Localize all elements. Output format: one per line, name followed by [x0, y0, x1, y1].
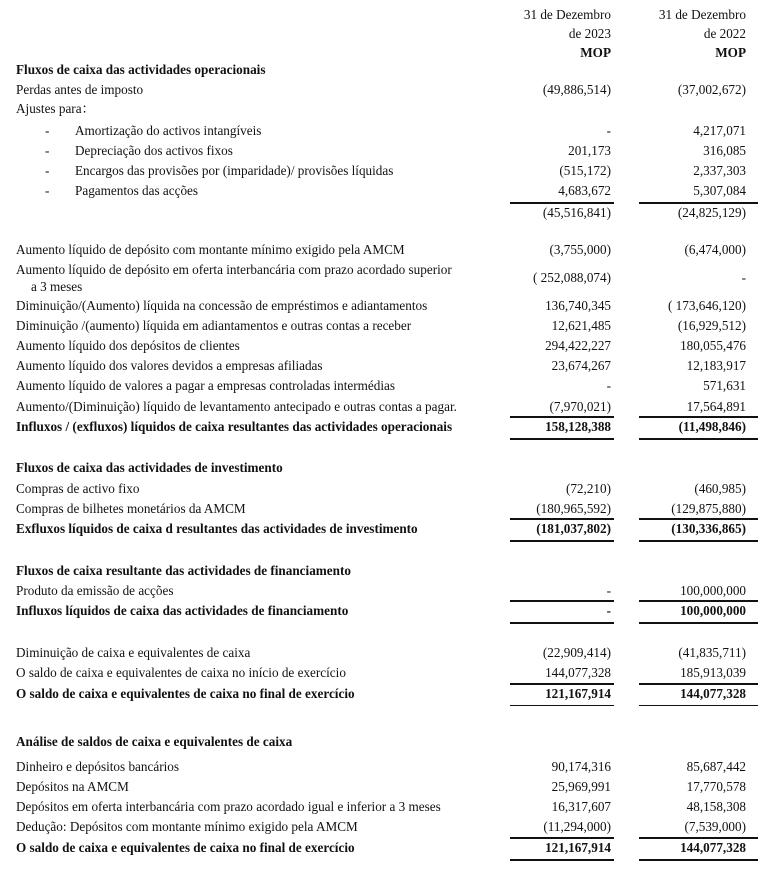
row-label: Dinheiro e depósitos bancários: [16, 759, 179, 774]
column-header-currency: MOP: [715, 45, 746, 60]
row-label: Diminuição de caixa e equivalentes de caixa: [16, 645, 251, 660]
subtotal-row: [0, 203, 765, 223]
value-2022: 100,000,000: [680, 583, 746, 598]
value-2022: (24,825,129): [677, 205, 746, 220]
value-2022: 5,307,084: [693, 183, 746, 198]
row-label: Influxos líquidos de caixa das actividades de financiamento: [16, 603, 349, 618]
row-label: Diminuição/(Aumento) líquida na concessão de empréstimos e adiantamentos: [16, 298, 428, 313]
table-row: [0, 316, 765, 336]
adjustments-label-row: [0, 99, 765, 119]
row-label: Influxos / (exfluxos) líquidos de caixa resultantes das actividades operacionais: [16, 419, 453, 434]
value-2022: 571,631: [703, 378, 746, 393]
value-2023: 4,683,672: [558, 183, 611, 198]
value-2023: (11,294,000): [543, 819, 611, 834]
value-2022: 48,158,308: [686, 799, 746, 814]
row-label: O saldo de caixa e equivalentes de caixa no início de exercício: [16, 665, 346, 680]
row-label: Aumento líquido de depósito em oferta interbancária com prazo acordado superior: [16, 262, 452, 277]
value-2022: 2,337,303: [693, 163, 746, 178]
value-2023: ( 252,088,074): [532, 270, 611, 285]
value-2023: 136,740,345: [545, 298, 611, 313]
row-label: Amortização do activos intangíveis: [75, 123, 262, 138]
value-2022: -: [741, 270, 746, 285]
value-2022: 144,077,328: [680, 840, 746, 855]
column-header-2022: [659, 5, 746, 62]
value-2022: (6,474,000): [684, 242, 746, 257]
table-row: [0, 817, 765, 837]
value-2022: (7,539,000): [684, 819, 746, 834]
value-2022: (16,929,512): [677, 318, 746, 333]
row-label: Ajustes para：: [16, 101, 95, 116]
value-2023: 121,167,914: [545, 840, 611, 855]
value-2022: 100,000,000: [680, 603, 746, 618]
value-2022: ( 173,646,120): [667, 298, 746, 313]
value-2023: 25,969,991: [551, 779, 611, 794]
table-row: [0, 161, 765, 181]
section-title: Análise de saldos de caixa e equivalentes de caixa: [16, 734, 293, 749]
row-label: Aumento/(Diminuição) líquido de levantamento antecipado e outras contas a pagar.: [16, 399, 457, 414]
row-label: Aumento líquido de valores a pagar a empresas controladas intermédias: [16, 378, 396, 393]
table-row: [0, 797, 765, 817]
value-2022: 85,687,442: [686, 759, 746, 774]
value-2023: 16,317,607: [551, 799, 611, 814]
section-title-investing: [0, 458, 765, 478]
row-label: O saldo de caixa e equivalentes de caixa no final de exercício: [16, 686, 355, 701]
value-2023: (45,516,841): [542, 205, 611, 220]
row-label: Depósitos em oferta interbancária com prazo acordado igual e inferior a 3 meses: [16, 799, 441, 814]
bullet-dash: -: [45, 183, 50, 198]
value-2022: 12,183,917: [686, 358, 746, 373]
row-label: Produto da emissão de acções: [16, 583, 174, 598]
row-label: Exfluxos líquidos de caixa d resultantes das actividades de investimento: [16, 521, 418, 536]
total-row-investing: [0, 519, 765, 539]
total-row-closing-balance: [0, 684, 765, 704]
value-2023: 90,174,316: [551, 759, 611, 774]
section-title-analysis: [0, 732, 765, 752]
total-row-operating: [0, 417, 765, 437]
value-2022: (460,985): [694, 481, 746, 496]
value-2023: (7,970,021): [549, 399, 611, 414]
value-2023: -: [606, 603, 611, 618]
value-2023: -: [606, 123, 611, 138]
value-2022: 17,770,578: [686, 779, 746, 794]
total-rule-bottom: [639, 540, 758, 542]
value-2022: (11,498,846): [678, 419, 746, 434]
row-label: Aumento líquido dos depósitos de clientes: [16, 338, 240, 353]
value-2023: -: [606, 583, 611, 598]
row-label: Dedução: Depósitos com montante mínimo exigido pela AMCM: [16, 819, 358, 834]
row-label: Compras de bilhetes monetários da AMCM: [16, 501, 246, 516]
value-2023: -: [606, 378, 611, 393]
value-2022: 4,217,071: [693, 123, 746, 138]
total-rule-bottom: [639, 705, 758, 706]
row-label: Pagamentos das acções: [75, 183, 199, 198]
value-2023: 294,422,227: [545, 338, 611, 353]
table-row: [0, 121, 765, 141]
section-title: Fluxos de caixa resultante das actividades de financiamento: [16, 563, 351, 578]
table-row: [0, 336, 765, 356]
value-2023: (515,172): [559, 163, 611, 178]
column-header-2023: [524, 5, 611, 62]
total-rule-bottom: [639, 622, 758, 624]
value-2023: (72,210): [565, 481, 611, 496]
table-row: [0, 581, 765, 601]
value-2022: 316,085: [703, 143, 746, 158]
table-row: [0, 181, 765, 201]
row-label: Aumento líquido dos valores devidos a empresas afiliadas: [16, 358, 323, 373]
value-2023: 201,173: [568, 143, 611, 158]
table-row: [0, 80, 765, 100]
table-row: [0, 240, 765, 260]
section-title: Fluxos de caixa das actividades de investimento: [16, 460, 283, 475]
section-title: Fluxos de caixa das actividades operacionais: [16, 62, 266, 77]
total-rule-bottom: [510, 438, 614, 440]
row-label: Depreciação dos activos fixos: [75, 143, 233, 158]
value-2023: (3,755,000): [549, 242, 611, 257]
value-2023: 144,077,328: [545, 665, 611, 680]
value-2022: (130,336,865): [671, 521, 746, 536]
row-label: Aumento líquido de depósito com montante mínimo exigido pela AMCM: [16, 242, 405, 257]
column-header-date: 31 de Dezembro: [658, 7, 746, 22]
total-row-analysis: [0, 838, 765, 858]
table-row: [0, 141, 765, 161]
table-row: [0, 499, 765, 519]
value-2023: 23,674,267: [551, 358, 611, 373]
total-rule-bottom: [639, 859, 758, 861]
value-2023: (180,965,592): [536, 501, 611, 516]
value-2022: (37,002,672): [677, 82, 746, 97]
value-2023: 158,128,388: [545, 419, 611, 434]
table-row: [0, 777, 765, 797]
column-header-date: 31 de Dezembro: [523, 7, 611, 22]
row-label: Perdas antes de imposto: [16, 82, 144, 97]
bullet-dash: -: [45, 163, 50, 178]
row-label: Diminuição /(aumento) líquida em adiantamentos e outras contas a receber: [16, 318, 412, 333]
value-2022: (41,835,711): [678, 645, 746, 660]
column-header-year: de 2022: [703, 26, 746, 41]
column-header-year: de 2023: [568, 26, 611, 41]
table-row: [0, 397, 765, 417]
row-label: Depósitos na AMCM: [16, 779, 129, 794]
value-2022: 144,077,328: [680, 686, 746, 701]
value-2023: (22,909,414): [542, 645, 611, 660]
section-title-operating: [0, 60, 765, 80]
table-row: [0, 663, 765, 683]
total-rule-bottom: [510, 705, 614, 706]
value-2022: 180,055,476: [680, 338, 746, 353]
value-2023: (181,037,802): [536, 521, 611, 536]
row-label: Encargos das provisões por (imparidade)/ provisões líquidas: [75, 163, 394, 178]
table-row: [0, 296, 765, 316]
table-row: [0, 757, 765, 777]
table-row: [0, 643, 765, 663]
bullet-dash: -: [45, 143, 50, 158]
table-row: [0, 479, 765, 499]
total-rule-bottom: [510, 859, 614, 861]
total-rule-bottom: [510, 622, 614, 624]
value-2023: 121,167,914: [545, 686, 611, 701]
value-2022: 17,564,891: [686, 399, 746, 414]
table-row: [0, 356, 765, 376]
total-rule-bottom: [510, 540, 614, 542]
row-label: O saldo de caixa e equivalentes de caixa no final de exercício: [16, 840, 355, 855]
value-2022: 185,913,039: [680, 665, 746, 680]
row-label-continued: a 3 meses: [31, 279, 83, 294]
table-row: [0, 376, 765, 396]
value-2023: 12,621,485: [551, 318, 611, 333]
table-row-continuation: [0, 277, 765, 297]
total-rule-bottom: [639, 438, 758, 440]
value-2023: (49,886,514): [542, 82, 611, 97]
bullet-dash: -: [45, 123, 50, 138]
column-header-currency: MOP: [580, 45, 611, 60]
total-row-financing: [0, 601, 765, 621]
section-title-financing: [0, 561, 765, 581]
value-2022: (129,875,880): [671, 501, 746, 516]
row-label: Compras de activo fixo: [16, 481, 140, 496]
